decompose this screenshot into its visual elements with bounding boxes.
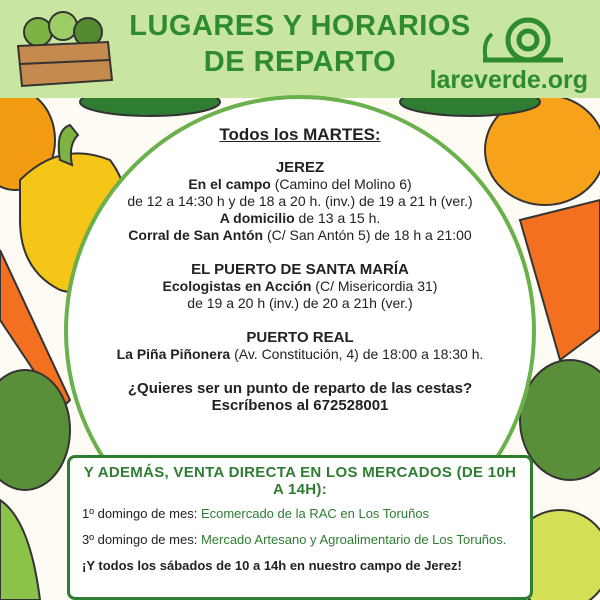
- pr-place-rest: (Av. Constitución, 4) de 18:00 a 18:30 h.: [230, 346, 484, 362]
- weekday-heading: Todos los MARTES:: [219, 125, 381, 144]
- corral-label: Corral de San Antón: [128, 227, 264, 243]
- cta-contact: Escríbenos al 672528001: [211, 397, 389, 414]
- cta-question: ¿Quieres ser un punto de reparto de las cestas?: [127, 380, 473, 397]
- markets-box: [67, 455, 533, 600]
- snail-logo-icon: [478, 12, 568, 64]
- jerez-campo-line: [70, 176, 530, 193]
- psm-place-line: [70, 278, 530, 295]
- jerez-campo-hours: de 12 a 14:30 h y de 18 a 20 h. (inv.) de 19 a 21 h (ver.): [127, 193, 473, 209]
- psm-place-label: Ecologistas en Acción: [162, 278, 312, 294]
- campo-label: En el campo: [188, 176, 271, 192]
- pr-place-line: [70, 346, 530, 363]
- brand-url[interactable]: lareverde.org: [429, 66, 588, 94]
- domicilio-label: A domicilio: [219, 210, 295, 226]
- title-line-1: LUGARES Y HORARIOS: [129, 10, 471, 42]
- domicilio-hours: de 13 a 15 h.: [294, 210, 381, 226]
- corral-rest: (C/ San Antón 5) de 18 h a 21:00: [263, 227, 472, 243]
- header-band: [0, 0, 600, 98]
- title-line-2: DE REPARTO: [203, 46, 397, 78]
- third-sunday-market: Mercado Artesano y Agroalimentario de Los Toruños.: [200, 532, 507, 547]
- psm-place-addr: (C/ Misericordia 31): [311, 278, 438, 294]
- green-pepper-illustration: [0, 500, 40, 600]
- schedule-content: [70, 126, 530, 414]
- jerez-corral-line: [70, 227, 530, 244]
- campo-place: (Camino del Molino 6): [270, 176, 412, 192]
- third-sunday-label: 3º domingo de mes:: [82, 532, 201, 547]
- city-puerto-real: PUERTO REAL: [246, 329, 354, 346]
- third-sunday-line: [82, 532, 518, 548]
- first-sunday-line: [82, 506, 518, 522]
- page-title: [120, 8, 480, 80]
- vegetable-crate-icon: [8, 10, 118, 92]
- city-jerez: JEREZ: [275, 159, 325, 176]
- psm-hours: de 19 a 20 h (inv.) de 20 a 21h (ver.): [187, 295, 413, 311]
- jerez-domicilio-line: [70, 210, 530, 227]
- markets-title: Y ADEMÁS, VENTA DIRECTA EN LOS MERCADOS (DE 10H A 14H):: [83, 464, 517, 498]
- pr-place-label: La Piña Piñonera: [116, 346, 231, 362]
- first-sunday-market: Ecomercado de la RAC en Los Toruños: [200, 506, 430, 521]
- first-sunday-label: 1º domingo de mes:: [82, 506, 201, 521]
- city-puerto-santa-maria: EL PUERTO DE SANTA MARÍA: [191, 261, 409, 278]
- saturdays-line: ¡Y todos los sábados de 10 a 14h en nuestro campo de Jerez!: [82, 558, 462, 573]
